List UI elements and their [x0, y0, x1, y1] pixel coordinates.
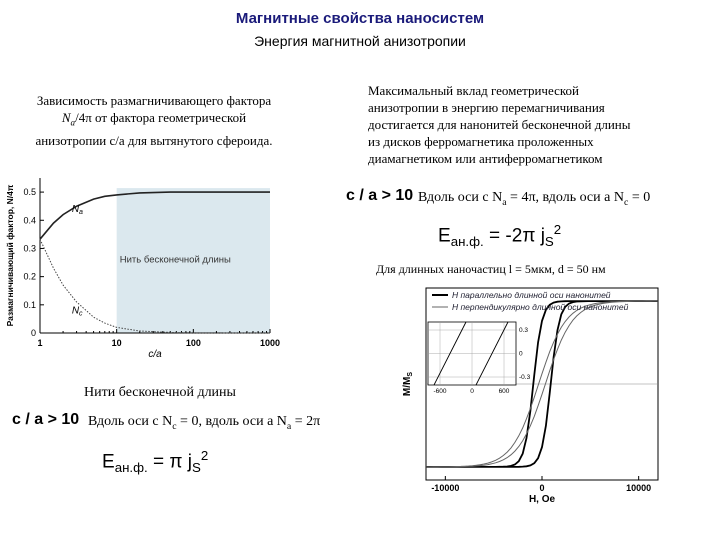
right-desc-line1: Максимальный вклад геометрической [368, 83, 579, 98]
y-tick-label: 0.5 [23, 187, 36, 198]
x-tick-label: -10000 [431, 483, 460, 493]
right-desc-line4: из дисков ферромагнетика проложенных [368, 134, 594, 149]
demagnetization-chart [0, 170, 300, 360]
x-tick-label: 1000 [259, 338, 281, 348]
legend-entry: H перпендикулярно длинной оси нанонитей [452, 302, 629, 312]
inset-y-tick: 0 [519, 350, 523, 358]
left-energy-formula: $E_{ан.ф.} = \pi$ $j_S^2$ [102, 448, 209, 476]
long-particles-note: Для длинных наночастиц l = 5мкм, d = 50 нм [376, 262, 606, 276]
page-subtitle: Энергия магнитной анизотропии [254, 33, 466, 49]
legend-entry: H параллельно длинной оси нанонитей [452, 290, 611, 300]
inset-x-tick: 0 [470, 388, 474, 395]
left-condition-text: Вдоль оси с $N_c = 0$, вдоль оси а $N_a = 2\pi$ [88, 414, 321, 432]
y-tick-label: 0.2 [23, 271, 36, 282]
x-axis-label: c/a [148, 349, 162, 360]
y-tick-label: 0.1 [23, 299, 36, 310]
right-desc-line3: достигается для нанонитей бесконечной длины [368, 117, 631, 132]
left-desc-line1: Зависимость размагничивающего фактора [36, 93, 272, 108]
infinite-wires-label: Нити бесконечной длины [84, 385, 236, 400]
x-tick-label: 10000 [626, 483, 652, 493]
series-label-Nc: $N_c$ [71, 305, 83, 318]
right-energy-formula: $E_{ан.ф.} = -2\pi$ $j_S^2$ [438, 222, 562, 250]
right-condition-text: Вдоль оси с $N_a = 4\pi$, вдоль оси а $N_c = 0$ [418, 190, 651, 208]
left-condition-ratio: c / a > 10 [12, 411, 80, 428]
y-axis-label: Размагничивающий фактор, N/4π [5, 184, 15, 327]
left-condition [12, 411, 79, 429]
x-tick-label: 100 [185, 338, 201, 348]
inset-x-tick: -600 [433, 388, 447, 395]
right-desc-line5: диамагнетиком или антиферромагнетиком [368, 151, 603, 166]
x-tick-label: 0 [539, 483, 545, 493]
right-desc-line2: анизотропии в энергию перемагничивания [368, 100, 605, 115]
y-axis-label: $M/M_S$ [402, 371, 414, 397]
inset-y-tick: 0.3 [519, 327, 529, 334]
right-description [368, 82, 698, 167]
left-description [4, 92, 304, 149]
inset-y-tick: -0.3 [519, 374, 531, 381]
x-tick-label: 1 [37, 338, 43, 348]
inner-label: Нить бесконечной длины [119, 254, 231, 266]
inset-x-tick: 600 [498, 388, 510, 395]
left-desc-line2: $N_a/4\pi$ от фактора геометрической [61, 110, 247, 128]
y-tick-label: 0.4 [23, 215, 36, 226]
hysteresis-chart [368, 280, 668, 505]
y-tick-label: 0.3 [23, 243, 36, 254]
left-desc-line3: анизотропии c/a для вытянутого сфероида. [35, 132, 273, 148]
series-label-Na: $N_a$ [71, 203, 83, 216]
y-tick-label: 0 [30, 328, 36, 338]
x-tick-label: 10 [111, 338, 122, 348]
page-title: Магнитные свойства наносистем [235, 10, 485, 27]
right-condition-ratio: c / a > 10 [346, 187, 414, 204]
x-axis-label: H, Oe [528, 494, 556, 505]
right-condition [346, 187, 413, 205]
